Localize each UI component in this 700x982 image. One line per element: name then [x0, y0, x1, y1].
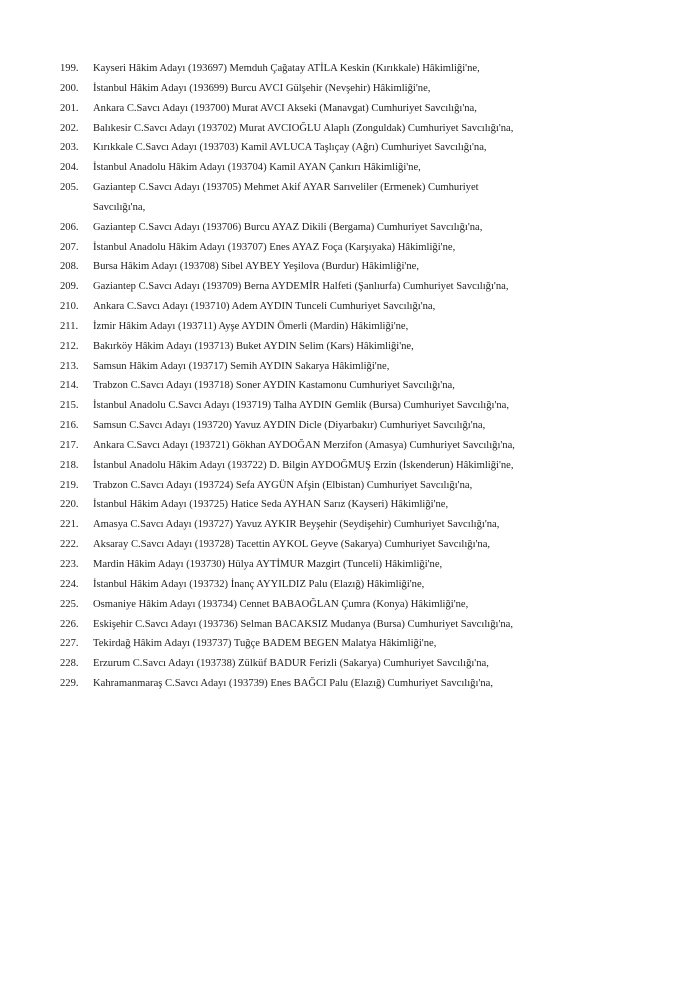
- item-text: Aksaray C.Savcı Adayı (193728) Tacettin AYKOL Geyve (Sakarya) Cumhuriyet Savcılığı'na,: [93, 539, 491, 551]
- item-text: Gaziantep C.Savcı Adayı (193709) Berna AYDEMİR Halfeti (Şanlıurfa) Cumhuriyet Savcılığı'na,: [93, 281, 509, 293]
- list-item: [60, 436, 660, 456]
- item-text: Ankara C.Savcı Adayı (193721) Gökhan AYDOĞAN Merzifon (Amasya) Cumhuriyet Savcılığı'na,: [93, 439, 515, 451]
- list-item: [60, 376, 660, 396]
- item-number: 218.: [60, 459, 79, 471]
- item-number: 203.: [60, 142, 79, 154]
- list-item: [60, 674, 660, 694]
- item-text: İstanbul Anadolu Hâkim Adayı (193704) Kamil AYAN Çankırı Hâkimliği'ne,: [93, 162, 421, 174]
- list-item: [60, 257, 660, 277]
- item-text-continuation: Savcılığı'na,: [93, 201, 146, 213]
- item-number: 217.: [60, 439, 79, 451]
- item-number: 204.: [60, 162, 79, 174]
- item-text: İstanbul Anadolu Hâkim Adayı (193722) D. Bilgin AYDOĞMUŞ Erzin (İskenderun) Hâkimliği'ne,: [93, 459, 514, 471]
- item-number: 215.: [60, 400, 79, 412]
- item-text: Amasya C.Savcı Adayı (193727) Yavuz AYKIR Beyşehir (Seydişehir) Cumhuriyet Savcılığı'na,: [93, 519, 500, 531]
- item-number: 210.: [60, 301, 79, 313]
- item-text: Tekirdağ Hâkim Adayı (193737) Tuğçe BADEM BEGEN Malatya Hâkimliği'ne,: [93, 638, 437, 650]
- item-number: 229.: [60, 678, 79, 690]
- item-number: 205.: [60, 182, 79, 194]
- item-text: Ankara C.Savcı Adayı (193710) Adem AYDIN Tunceli Cumhuriyet Savcılığı'na,: [93, 301, 436, 313]
- item-text: Trabzon C.Savcı Adayı (193718) Soner AYDIN Kastamonu Cumhuriyet Savcılığı'na,: [93, 380, 455, 392]
- item-text: Samsun Hâkim Adayı (193717) Semih AYDIN Sakarya Hâkimliği'ne,: [93, 360, 390, 372]
- item-number: 201.: [60, 102, 79, 114]
- list-item: [60, 416, 660, 436]
- item-number: 212.: [60, 340, 79, 352]
- list-item: [60, 238, 660, 258]
- list-item: [60, 495, 660, 515]
- item-text: Trabzon C.Savcı Adayı (193724) Sefa AYGÜN Afşin (Elbistan) Cumhuriyet Savcılığı'na,: [93, 479, 473, 491]
- item-text: Samsun C.Savcı Adayı (193720) Yavuz AYDIN Dicle (Diyarbakır) Cumhuriyet Savcılığı'na,: [93, 420, 486, 432]
- item-number: 206.: [60, 221, 79, 233]
- item-number: 200.: [60, 82, 79, 94]
- list-item: [60, 337, 660, 357]
- item-number: 228.: [60, 658, 79, 670]
- list-item: [60, 158, 660, 178]
- item-text: İstanbul Anadolu Hâkim Adayı (193707) Enes AYAZ Foça (Karşıyaka) Hâkimliği'ne,: [93, 241, 456, 253]
- item-number: 209.: [60, 281, 79, 293]
- item-text: Gaziantep C.Savcı Adayı (193706) Burcu AYAZ Dikili (Bergama) Cumhuriyet Savcılığı'na,: [93, 221, 483, 233]
- item-text: Bursa Hâkim Adayı (193708) Sibel AYBEY Yeşilova (Burdur) Hâkimliği'ne,: [93, 261, 419, 273]
- list-item: [60, 138, 660, 158]
- item-number: 227.: [60, 638, 79, 650]
- list-item: [60, 218, 660, 238]
- item-text: Kırıkkale C.Savcı Adayı (193703) Kamil AVLUCA Taşlıçay (Ağrı) Cumhuriyet Savcılığı'na,: [93, 142, 487, 154]
- list-item: [60, 515, 660, 535]
- item-text: Balıkesir C.Savcı Adayı (193702) Murat AVCIOĞLU Alaplı (Zonguldak) Cumhuriyet Savcılığı'na,: [93, 122, 514, 134]
- list-item: [60, 317, 660, 337]
- list-item: [60, 277, 660, 297]
- item-text: Bakırköy Hâkim Adayı (193713) Buket AYDIN Selim (Kars) Hâkimliği'ne,: [93, 340, 414, 352]
- list-item: [60, 357, 660, 377]
- list-item: [60, 99, 660, 119]
- item-text: Erzurum C.Savcı Adayı (193738) Zülküf BADUR Ferizli (Sakarya) Cumhuriyet Savcılığı'na,: [93, 658, 489, 670]
- list-item: [60, 79, 660, 99]
- list-item: [60, 396, 660, 416]
- list-item: [60, 59, 660, 79]
- item-text: Kahramanmaraş C.Savcı Adayı (193739) Enes BAĞCI Palu (Elazığ) Cumhuriyet Savcılığı'na,: [93, 678, 493, 690]
- list-item: [60, 575, 660, 595]
- list-item: [60, 555, 660, 575]
- item-number: 222.: [60, 539, 79, 551]
- item-number: 226.: [60, 618, 79, 630]
- item-text: İstanbul Hâkim Adayı (193732) İnanç AYYILDIZ Palu (Elazığ) Hâkimliği'ne,: [93, 578, 425, 590]
- item-number: 223.: [60, 559, 79, 570]
- item-number: 202.: [60, 122, 79, 134]
- item-number: 221.: [60, 519, 79, 531]
- list-item: [60, 456, 660, 476]
- list-item: [60, 634, 660, 654]
- item-text: Eskişehir C.Savcı Adayı (193736) Selman BACAKSIZ Mudanya (Bursa) Cumhuriyet Savcılığı'na,: [93, 618, 514, 630]
- list-item: [60, 654, 660, 674]
- item-number: 211.: [60, 320, 79, 332]
- item-number: 225.: [60, 598, 79, 610]
- item-number: 216.: [60, 420, 79, 432]
- list-item: [60, 119, 660, 139]
- item-text: Gaziantep C.Savcı Adayı (193705) Mehmet Akif AYAR Sarıveliler (Ermenek) Cumhuriyet: [93, 182, 479, 194]
- list-item: [60, 476, 660, 496]
- item-number: 199.: [60, 63, 79, 74]
- list-item: [60, 535, 660, 555]
- list-item: [60, 595, 660, 615]
- item-number: 213.: [60, 360, 79, 372]
- item-text: İzmir Hâkim Adayı (193711) Ayşe AYDIN Ömerli (Mardin) Hâkimliği'ne,: [93, 320, 409, 332]
- item-text: Osmaniye Hâkim Adayı (193734) Cennet BABAOĞLAN Çumra (Konya) Hâkimliği'ne,: [93, 598, 469, 610]
- item-text: İstanbul Anadolu C.Savcı Adayı (193719) Talha AYDIN Gemlik (Bursa) Cumhuriyet Savcılığı'na,: [93, 400, 510, 412]
- item-text: İstanbul Hâkim Adayı (193699) Burcu AVCI Gülşehir (Nevşehir) Hâkimliği'ne,: [93, 82, 431, 94]
- list-item: [60, 615, 660, 635]
- item-text: Ankara C.Savcı Adayı (193700) Murat AVCI Akseki (Manavgat) Cumhuriyet Savcılığı'na,: [93, 102, 477, 114]
- list-item: [60, 297, 660, 317]
- item-number: 224.: [60, 578, 79, 590]
- item-text: Kayseri Hâkim Adayı (193697) Memduh Çağatay ATİLA Keskin (Kırıkkale) Hâkimliği'ne,: [93, 63, 480, 74]
- item-number: 207.: [60, 241, 79, 253]
- item-text: İstanbul Hâkim Adayı (193725) Hatice Seda AYHAN Sarız (Kayseri) Hâkimliği'ne,: [93, 499, 449, 511]
- item-text: Mardin Hâkim Adayı (193730) Hülya AYTİMUR Mazgirt (Tunceli) Hâkimliği'ne,: [93, 559, 443, 570]
- item-number: 220.: [60, 499, 79, 511]
- item-number: 214.: [60, 380, 79, 392]
- item-number: 219.: [60, 479, 79, 491]
- item-number: 208.: [60, 261, 79, 273]
- list-item: [60, 178, 660, 198]
